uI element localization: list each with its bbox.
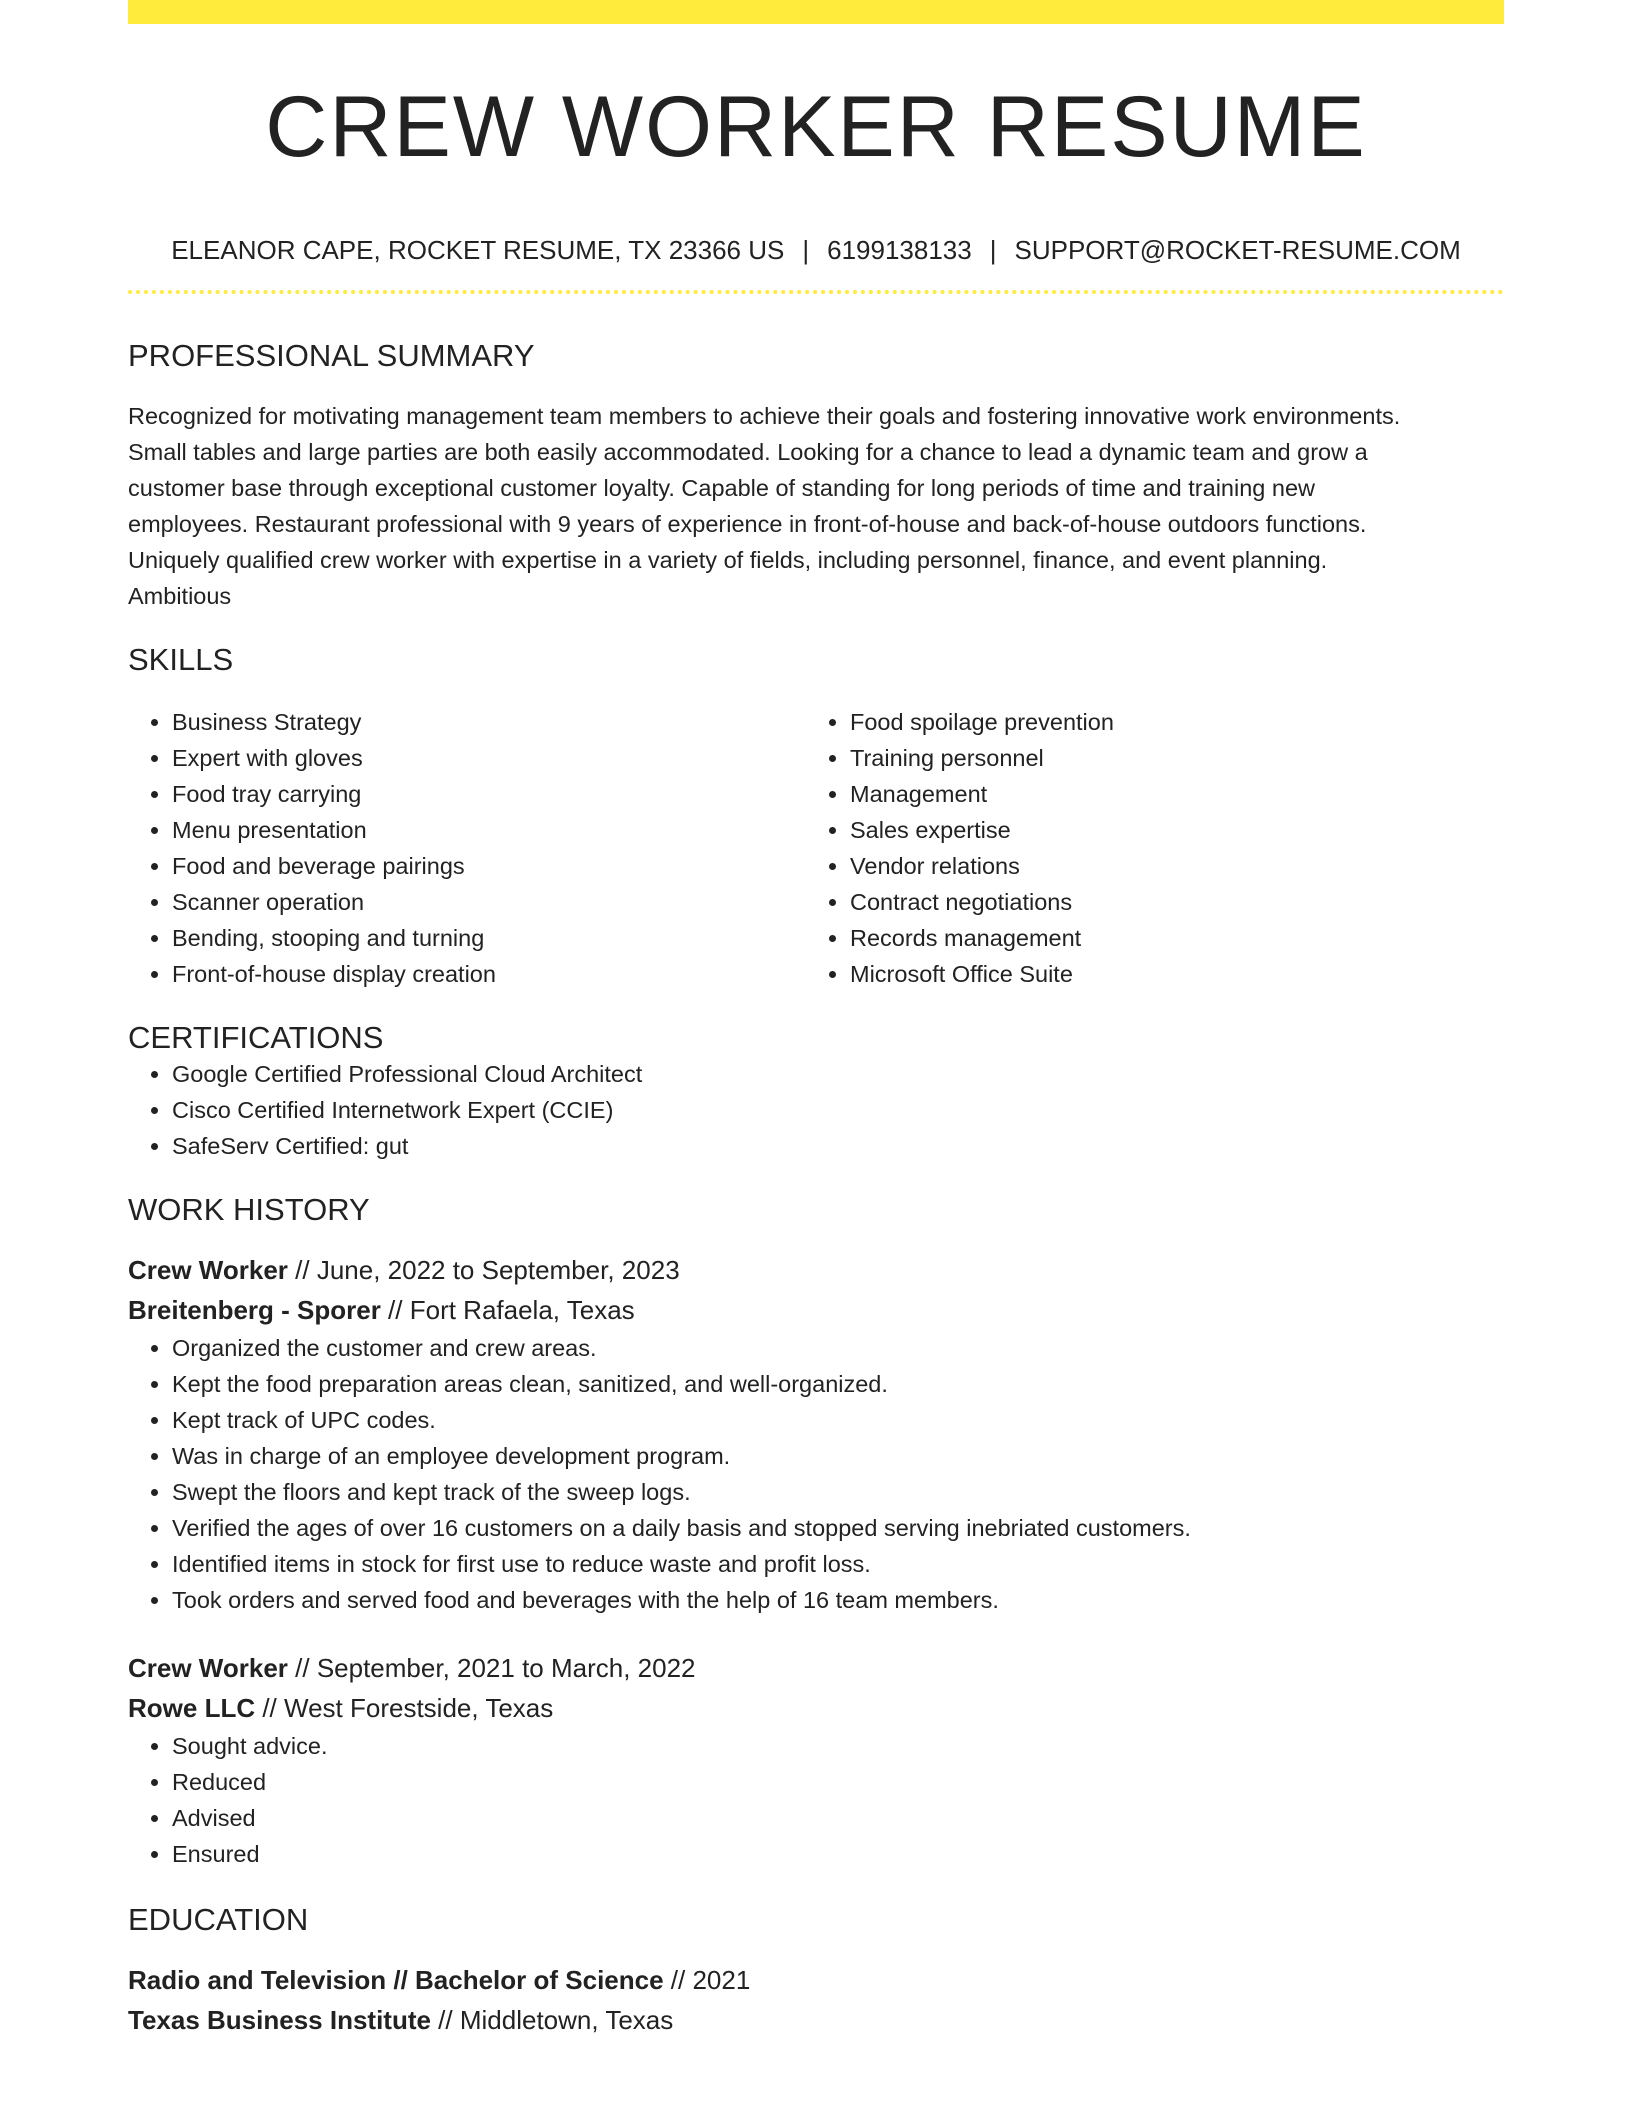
skills-grid [128, 704, 1504, 992]
education-location: // Middletown, Texas [430, 2005, 674, 2035]
job-title: Crew Worker [128, 1255, 288, 1285]
education-degree: Radio and Television // Bachelor of Science [128, 1965, 664, 1995]
job-location: // Fort Rafaela, Texas [380, 1295, 635, 1325]
contact-address: ELEANOR CAPE, ROCKET RESUME, TX 23366 US [171, 235, 785, 265]
job-company: Rowe LLC [128, 1693, 256, 1723]
job-entry [128, 1250, 1504, 1618]
skill-item: • Management [850, 776, 1484, 812]
skill-item: • Business Strategy [172, 704, 806, 740]
certification-item: • Google Certified Professional Cloud Architect [172, 1056, 1504, 1092]
job-bullet: • Reduced [172, 1764, 1504, 1800]
skill-item: • Sales expertise [850, 812, 1484, 848]
skill-item: • Scanner operation [172, 884, 806, 920]
work-history-heading: WORK HISTORY [128, 1192, 370, 1227]
job-bullet: • Kept the food preparation areas clean, sanitized, and well-organized. [172, 1366, 1504, 1402]
job-bullets [128, 1728, 1504, 1872]
contact-line [128, 235, 1504, 265]
skills-column-right [806, 704, 1484, 992]
skills-heading: SKILLS [128, 642, 234, 677]
job-bullet: • Took orders and served food and beverages with the help of 16 team members. [172, 1582, 1504, 1618]
education-entry [128, 1960, 1504, 2040]
job-location: // West Forestside, Texas [255, 1693, 554, 1723]
job-bullet: • Verified the ages of over 16 customers on a daily basis and stopped serving inebriated customers. [172, 1510, 1504, 1546]
skills-column-left [128, 704, 806, 992]
education-school: Texas Business Institute [128, 2005, 431, 2035]
certification-item: • SafeServ Certified: gut [172, 1128, 1504, 1164]
summary-line: Uniquely qualified crew worker with expertise in a variety of fields, including personnel, finance, and event planning. [128, 547, 1328, 573]
summary-line: Recognized for motivating management team members to achieve their goals and fostering innovative work environments. [128, 403, 1401, 429]
job-bullet: • Identified items in stock for first use to reduce waste and profit loss. [172, 1546, 1504, 1582]
summary-line: employees. Restaurant professional with 9 years of experience in front-of-house and back-of-house outdoors functions. [128, 511, 1367, 537]
skill-item: • Front-of-house display creation [172, 956, 806, 992]
job-bullets [128, 1330, 1504, 1618]
resume-page [128, 0, 1504, 2040]
job-bullet: • Advised [172, 1800, 1504, 1836]
contact-email: SUPPORT@ROCKET-RESUME.COM [1014, 235, 1461, 265]
summary-line: Small tables and large parties are both easily accommodated. Looking for a chance to lead a dynamic team and grow a [128, 439, 1368, 465]
job-dates: // September, 2021 to March, 2022 [287, 1653, 696, 1683]
job-company-line [128, 1688, 1504, 1728]
summary-line: customer base through exceptional customer loyalty. Capable of standing for long periods of time and training new [128, 475, 1315, 501]
top-accent-bar [128, 0, 1504, 24]
job-title-line [128, 1250, 1504, 1290]
skill-item: • Menu presentation [172, 812, 806, 848]
certifications-list [128, 1056, 1504, 1164]
contact-separator: | [989, 235, 997, 265]
education-school-line [128, 2000, 1504, 2040]
skill-item: • Expert with gloves [172, 740, 806, 776]
skill-item: • Food tray carrying [172, 776, 806, 812]
contact-phone: 6199138133 [827, 235, 972, 265]
dotted-divider [128, 290, 1504, 294]
skill-item: • Contract negotiations [850, 884, 1484, 920]
job-dates: // June, 2022 to September, 2023 [287, 1255, 680, 1285]
skill-item: • Food and beverage pairings [172, 848, 806, 884]
skill-item: • Food spoilage prevention [850, 704, 1484, 740]
certification-item: • Cisco Certified Internetwork Expert (CCIE) [172, 1092, 1504, 1128]
job-title-line [128, 1648, 1504, 1688]
skill-item: • Training personnel [850, 740, 1484, 776]
skill-item: • Microsoft Office Suite [850, 956, 1484, 992]
summary-text [128, 398, 1504, 614]
summary-heading: PROFESSIONAL SUMMARY [128, 338, 535, 373]
education-degree-line [128, 1960, 1504, 2000]
education-heading: EDUCATION [128, 1902, 309, 1937]
job-bullet: • Swept the floors and kept track of the sweep logs. [172, 1474, 1504, 1510]
job-entry [128, 1648, 1504, 1872]
skill-item: • Records management [850, 920, 1484, 956]
certifications-heading: CERTIFICATIONS [128, 1020, 384, 1055]
job-company-line [128, 1290, 1504, 1330]
skill-item: • Vendor relations [850, 848, 1484, 884]
job-title: Crew Worker [128, 1653, 288, 1683]
resume-title: CREW WORKER RESUME [265, 79, 1367, 175]
job-bullet: • Organized the customer and crew areas. [172, 1330, 1504, 1366]
contact-separator: | [802, 235, 810, 265]
education-year: // 2021 [663, 1965, 751, 1995]
job-bullet: • Was in charge of an employee development program. [172, 1438, 1504, 1474]
job-bullet: • Ensured [172, 1836, 1504, 1872]
job-company: Breitenberg - Sporer [128, 1295, 381, 1325]
job-bullet: • Sought advice. [172, 1728, 1504, 1764]
summary-line: Ambitious [128, 583, 232, 609]
skill-item: • Bending, stooping and turning [172, 920, 806, 956]
job-bullet: • Kept track of UPC codes. [172, 1402, 1504, 1438]
